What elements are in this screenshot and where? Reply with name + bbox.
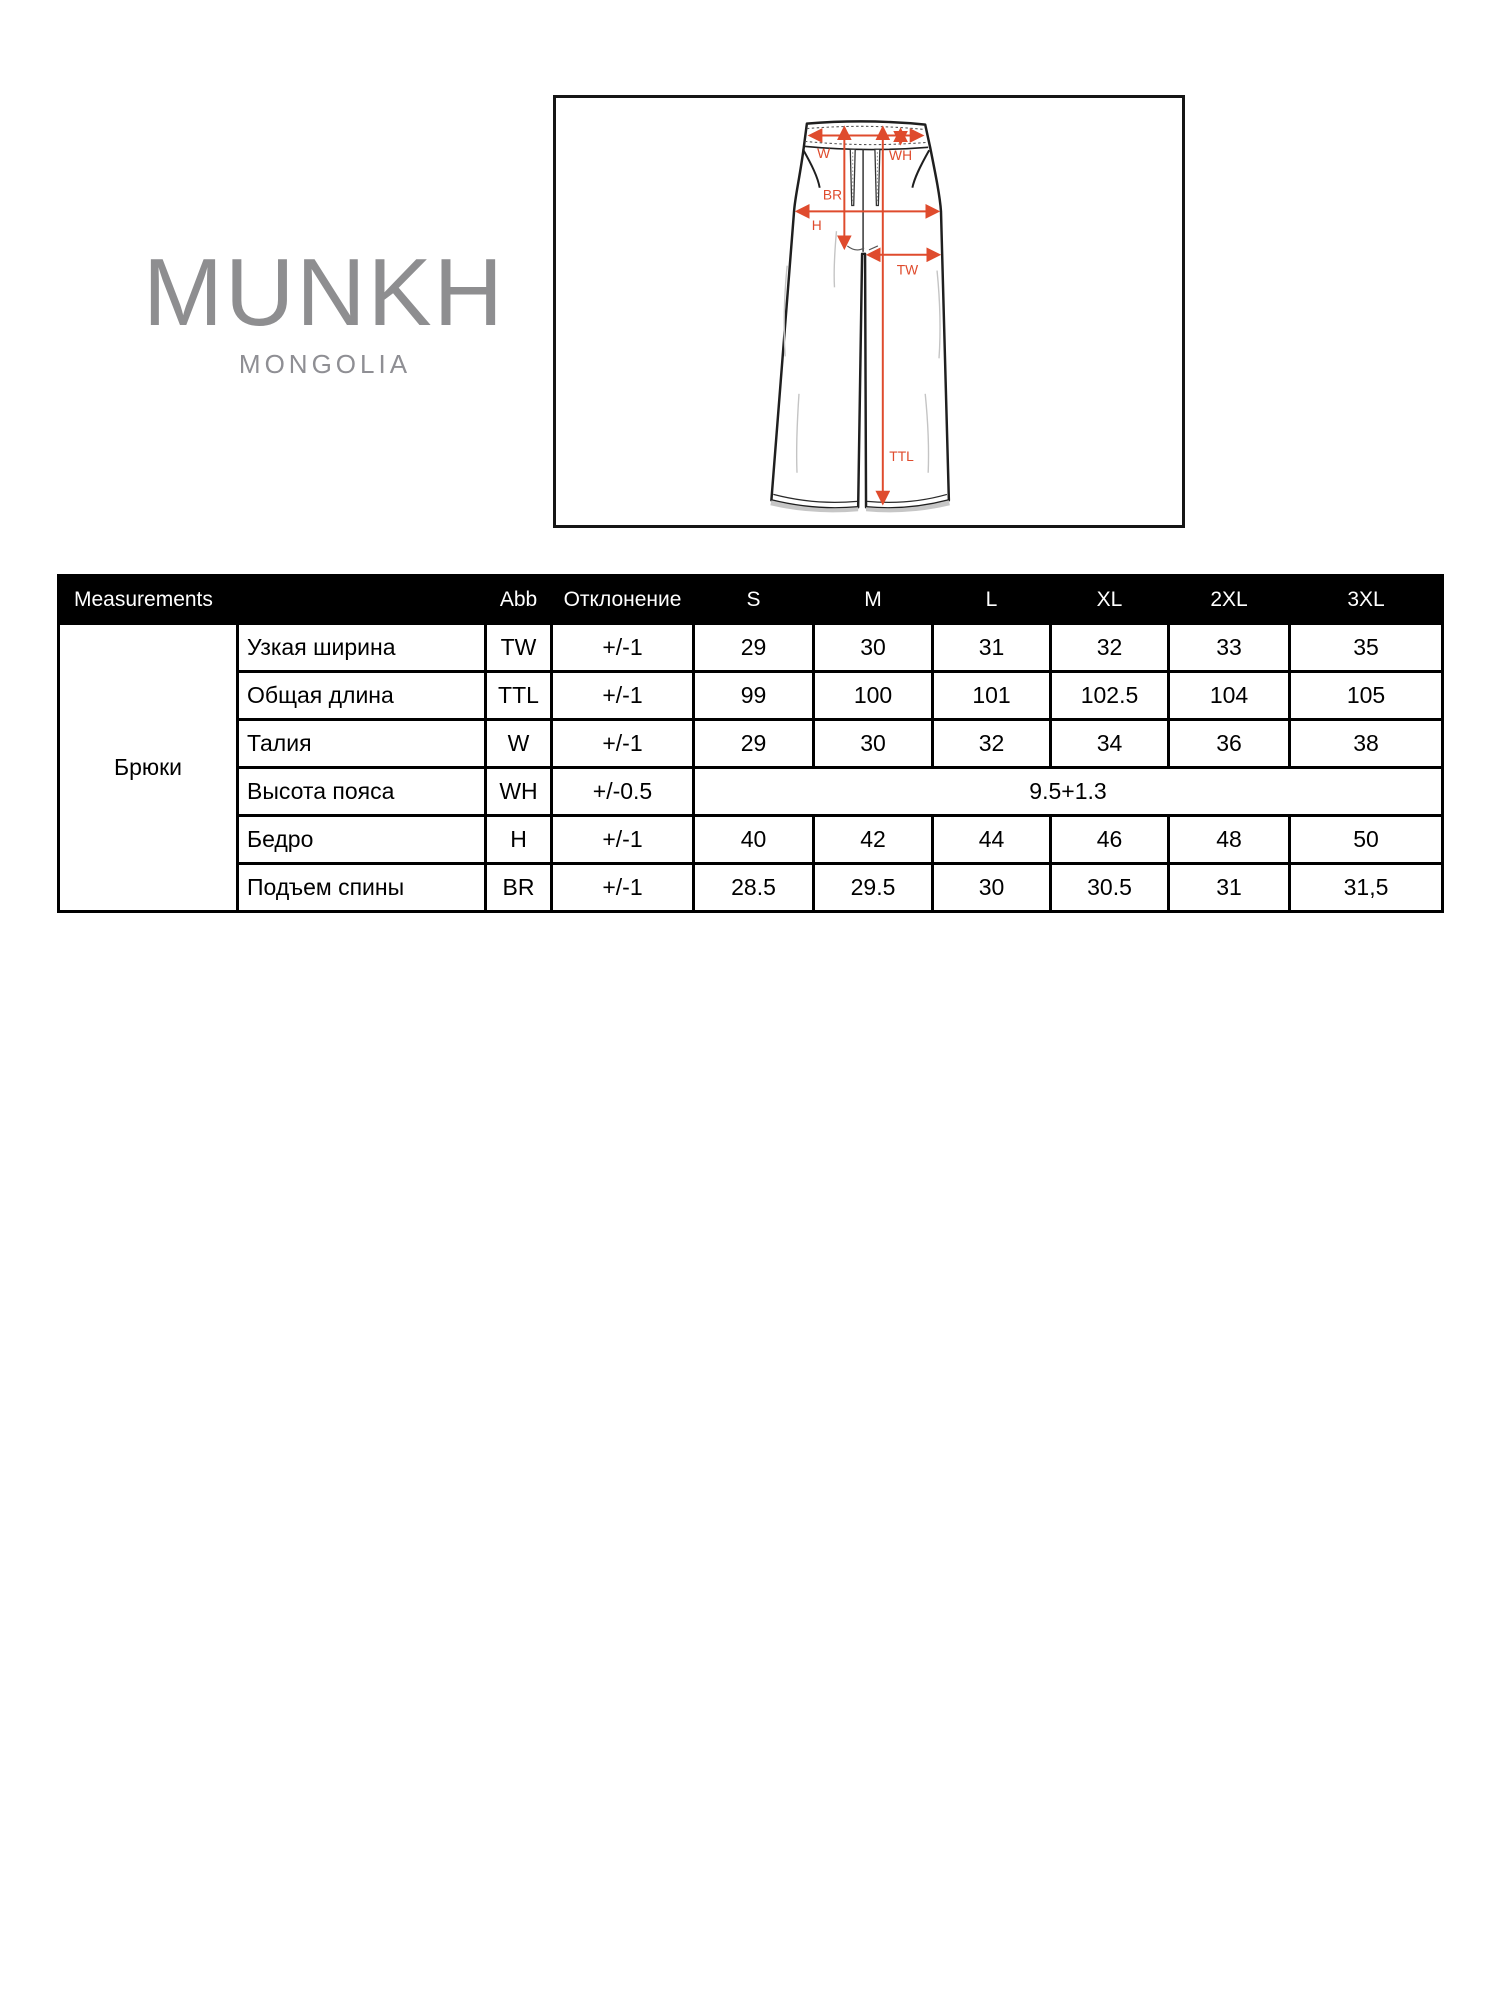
- row-tolerance-cell: +/-1: [553, 721, 692, 766]
- size-value-cell: 36: [1170, 721, 1288, 766]
- size-value-cell: 101: [934, 673, 1049, 718]
- header-size-l: L: [934, 577, 1049, 622]
- size-value-cell: 29: [695, 721, 812, 766]
- size-value-cell: 30: [815, 625, 931, 670]
- row-tolerance-cell: +/-1: [553, 865, 692, 910]
- brand-name: MUNKH: [143, 239, 505, 346]
- group-label-cell: Брюки: [60, 625, 236, 910]
- size-value-cell: 30: [934, 865, 1049, 910]
- merged-value-cell: 9.5+1.3: [695, 769, 1441, 814]
- row-abb-cell: TTL: [487, 673, 550, 718]
- header-size-s: S: [695, 577, 812, 622]
- row-abb-cell: WH: [487, 769, 550, 814]
- header-size-xl: XL: [1052, 577, 1167, 622]
- row-name-cell: Узкая ширина: [239, 625, 484, 670]
- size-value-cell: 102.5: [1052, 673, 1167, 718]
- size-value-cell: 29: [695, 625, 812, 670]
- size-value-cell: 31: [934, 625, 1049, 670]
- size-value-cell: 38: [1291, 721, 1441, 766]
- brand-subtitle: MONGOLIA: [238, 349, 412, 379]
- header-tolerance: Отклонение: [553, 577, 692, 622]
- row-name-cell: Подъем спины: [239, 865, 484, 910]
- row-abb-cell: W: [487, 721, 550, 766]
- size-value-cell: 44: [934, 817, 1049, 862]
- row-abb-cell: H: [487, 817, 550, 862]
- header-size-m: M: [815, 577, 931, 622]
- tw-label: TW: [896, 262, 919, 278]
- size-value-cell: 42: [815, 817, 931, 862]
- size-value-cell: 30: [815, 721, 931, 766]
- wh-label: WH: [889, 148, 913, 164]
- size-value-cell: 29.5: [815, 865, 931, 910]
- br-label: BR: [822, 187, 843, 203]
- size-value-cell: 104: [1170, 673, 1288, 718]
- size-value-cell: 33: [1170, 625, 1288, 670]
- ttl-label: TTL: [889, 448, 914, 464]
- size-value-cell: 35: [1291, 625, 1441, 670]
- row-abb-cell: BR: [487, 865, 550, 910]
- row-tolerance-cell: +/-1: [553, 817, 692, 862]
- header-abb: Abb: [487, 577, 550, 622]
- h-label: H: [811, 218, 822, 234]
- row-tolerance-cell: +/-1: [553, 625, 692, 670]
- size-value-cell: 31: [1170, 865, 1288, 910]
- header-size-3xl: 3XL: [1291, 577, 1441, 622]
- size-value-cell: 28.5: [695, 865, 812, 910]
- size-value-cell: 50: [1291, 817, 1441, 862]
- brand-logo: [143, 239, 507, 379]
- pants-technical-drawing: [556, 98, 1182, 525]
- row-abb-cell: TW: [487, 625, 550, 670]
- header-measurements: Measurements: [60, 577, 484, 622]
- pants-diagram-box: [553, 95, 1185, 528]
- row-name-cell: Общая длина: [239, 673, 484, 718]
- size-value-cell: 100: [815, 673, 931, 718]
- size-value-cell: 105: [1291, 673, 1441, 718]
- header-size-2xl: 2XL: [1170, 577, 1288, 622]
- row-tolerance-cell: +/-1: [553, 673, 692, 718]
- row-name-cell: Высота пояса: [239, 769, 484, 814]
- size-value-cell: 30.5: [1052, 865, 1167, 910]
- size-value-cell: 46: [1052, 817, 1167, 862]
- measurements-table: [57, 574, 1444, 913]
- size-value-cell: 40: [695, 817, 812, 862]
- row-tolerance-cell: +/-0.5: [553, 769, 692, 814]
- row-name-cell: Бедро: [239, 817, 484, 862]
- size-value-cell: 32: [934, 721, 1049, 766]
- size-value-cell: 99: [695, 673, 812, 718]
- size-value-cell: 34: [1052, 721, 1167, 766]
- w-label: W: [817, 146, 831, 162]
- row-name-cell: Талия: [239, 721, 484, 766]
- pants-outline: [770, 121, 949, 512]
- size-value-cell: 32: [1052, 625, 1167, 670]
- size-value-cell: 48: [1170, 817, 1288, 862]
- size-value-cell: 31,5: [1291, 865, 1441, 910]
